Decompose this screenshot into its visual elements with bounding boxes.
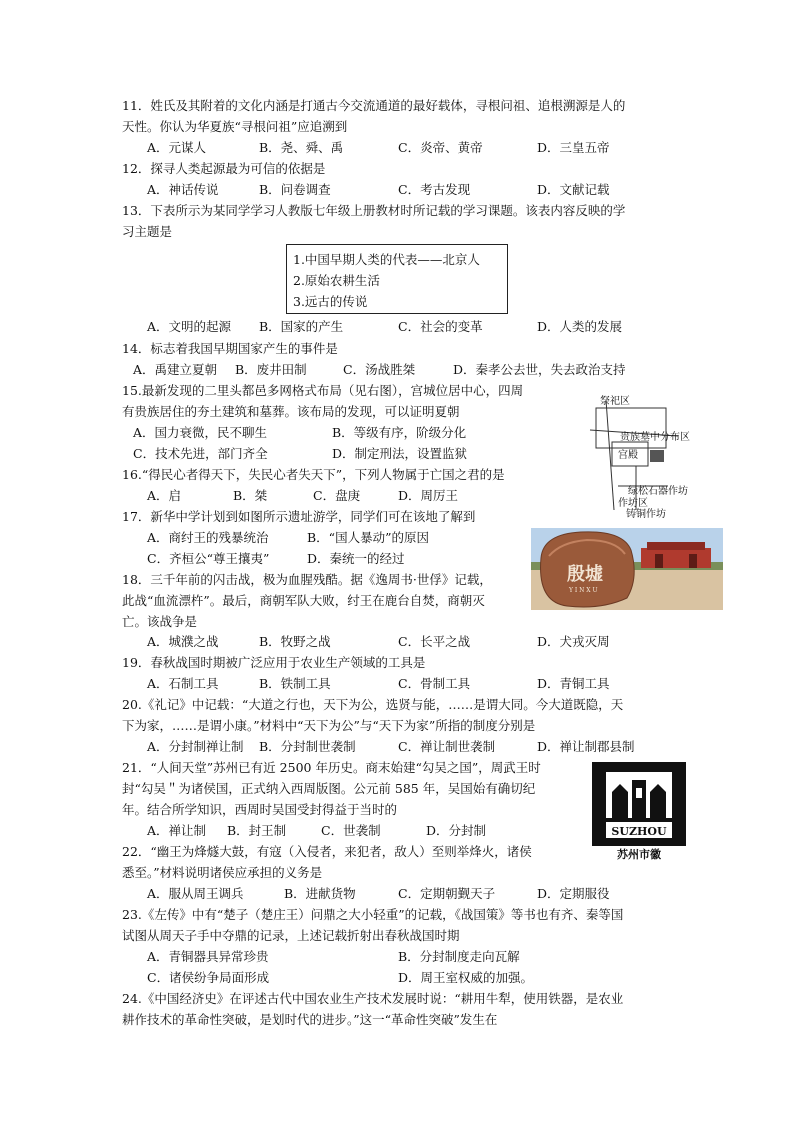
q22-option-d: D．定期服役 [537, 886, 610, 901]
q15-option-b: B．等级有序，阶级分化 [332, 425, 467, 440]
yinxu-site-photo [531, 528, 723, 610]
q11-option-a: A．元谋人 [147, 140, 207, 155]
q23-option-d: D．周王室权威的加强。 [398, 970, 534, 985]
q24-stem-line1: 24.《中国经济史》在评述古代中国农业生产技术发展时说：“耕用牛犁，使用铁器，是农业 [122, 991, 624, 1006]
q21-stem-line2: 封“勾吴＂为诸侯国，正式纳入西周版图。公元前 585 年，吴国始有确切纪 [122, 781, 536, 796]
q16-stem: 16.“得民心者得天下，失民心者失天下”，下列人物属于亡国之君的是 [122, 467, 505, 482]
q21-stem-line1: 21．“人间天堂”苏州已有近 2500 年历史。商末始建“勾吴之国”，周武王时 [122, 760, 541, 775]
stone-pinyin: Y I N X U [569, 587, 598, 594]
q14-option-d: D．秦孝公去世，失去政治支持 [453, 362, 626, 377]
q17-option-d: D．秦统一的经过 [307, 551, 405, 566]
q15-stem-line2: 有贵族居住的夯土建筑和墓葬。该布局的发现，可以证明夏朝 [122, 404, 460, 419]
q23-stem-line2: 试图从周天子手中夺鼎的记录，上述记载折射出春秋战国时期 [122, 928, 460, 943]
q11-stem-line1: 11．姓氏及其附着的文化内涵是打通古今交流通道的最好载体，寻根问祖、追根溯源是人的 [122, 98, 626, 113]
q21-option-b: B．封王制 [227, 823, 287, 838]
q18-stem-line3: 亡。该战争是 [122, 614, 198, 629]
q18-option-d: D．犬戎灭周 [537, 634, 610, 649]
q19-option-c: C．骨制工具 [398, 676, 471, 691]
map-label-bronze: 铸铜作坊 [626, 509, 666, 520]
q16-option-b: B．桀 [233, 488, 268, 503]
q21-option-d: D．分封制 [426, 823, 487, 838]
q18-option-a: A．城濮之战 [147, 634, 219, 649]
q20-stem-line2: 下为家，……是谓小康。”材料中“天下为公”与“天下为家”所指的制度分别是 [122, 718, 536, 733]
q20-option-b: B．分封制世袭制 [259, 739, 356, 754]
q13-topic-2: 2.原始农耕生活 [293, 273, 380, 288]
q23-option-a: A．青铜器具异常珍贵 [147, 949, 269, 964]
q17-stem: 17．新华中学计划到如图所示遗址游学，同学们可在该地了解到 [122, 509, 476, 524]
q20-option-d: D．禅让制郡县制 [537, 739, 635, 754]
q23-option-c: C．诸侯纷争局面形成 [147, 970, 270, 985]
stone-inscription: 殷墟 [567, 564, 603, 585]
q13-option-a: A．文明的起源 [147, 319, 232, 334]
q22-option-c: C．定期朝觐天子 [398, 886, 496, 901]
q12-option-b: B．问卷调查 [259, 182, 331, 197]
q14-option-c: C．汤战胜桀 [343, 362, 416, 377]
q13-option-b: B．国家的产生 [259, 319, 344, 334]
q16-option-d: D．周厉王 [398, 488, 459, 503]
q20-stem-line1: 20.《礼记》中记载：“大道之行也，天下为公，选贤与能，……是谓大同。今大道既隐，天 [122, 697, 624, 712]
q18-stem-line2: 此战“血流漂杵”。最后，商朝军队大败，纣王在鹿台自焚，商朝灭 [122, 593, 485, 608]
q16-option-a: A．启 [147, 488, 182, 503]
map-label-workshop: 作坊区 [618, 498, 648, 509]
q11-option-d: D．三皇五帝 [537, 140, 610, 155]
q15-option-d: D．制定刑法，设置监狱 [332, 446, 468, 461]
q16-option-c: C．盘庚 [313, 488, 361, 503]
q12-stem: 12．探寻人类起源最为可信的依据是 [122, 161, 326, 176]
q11-option-c: C．炎帝、黄帝 [398, 140, 483, 155]
q22-option-a: A．服从周王调兵 [147, 886, 244, 901]
q12-option-a: A．神话传说 [147, 182, 219, 197]
q20-option-c: C．禅让制世袭制 [398, 739, 496, 754]
q13-topic-table [286, 244, 508, 314]
erlitou-map-figure [578, 390, 718, 520]
q23-stem-line1: 23.《左传》中有“楚子（楚庄王）问鼎之大小轻重”的记载，《战国策》等书也有齐、秦等国 [122, 907, 624, 922]
map-label-palace: 宫殿 [618, 450, 638, 461]
q21-option-c: C．世袭制 [321, 823, 381, 838]
q18-option-b: B．牧野之战 [259, 634, 331, 649]
q15-option-a: A．国力衰微，民不聊生 [133, 425, 268, 440]
map-label-turquoise: 绿松石器作坊 [628, 486, 688, 497]
q17-option-c: C．齐桓公“尊王攘夷” [147, 551, 270, 566]
q18-option-c: C．长平之战 [398, 634, 471, 649]
q24-stem-line2: 耕作技术的革命性突破，是划时代的进步。”这一“革命性突破”发生在 [122, 1012, 498, 1027]
q13-topic-1: 1.中国早期人类的代表——北京人 [293, 252, 480, 267]
map-label-noble-tombs: 贵族墓中分布区 [620, 432, 690, 443]
yinxu-photo-figure [531, 528, 723, 610]
q21-option-a: A．禅让制 [147, 823, 207, 838]
q17-option-a: A．商纣王的残暴统治 [147, 530, 269, 545]
q13-stem-line2: 习主题是 [122, 224, 173, 239]
q17-option-b: B．“国人暴动”的原因 [307, 530, 429, 545]
q22-option-b: B．进献货物 [284, 886, 356, 901]
emblem-caption: 苏州市徽 [617, 848, 661, 861]
q13-topic-3: 3.远古的传说 [293, 294, 368, 309]
q12-option-c: C．考古发现 [398, 182, 471, 197]
q14-option-b: B．废井田制 [235, 362, 307, 377]
q15-option-c: C．技术先进，部门齐全 [133, 446, 268, 461]
q20-option-a: A．分封制禅让制 [147, 739, 244, 754]
q12-option-d: D．文献记载 [537, 182, 610, 197]
q11-stem-line2: 天性。你认为华夏族“寻根问祖”应追溯到 [122, 119, 348, 134]
map-label-sacrifice: 祭祀区 [600, 396, 630, 407]
q15-stem-line1: 15.最新发现的二里头都邑多网格式布局（见右图），宫城位居中心，四周 [122, 383, 524, 398]
q19-stem: 19．春秋战国时期被广泛应用于农业生产领域的工具是 [122, 655, 426, 670]
q22-stem-line2: 悉至。”材料说明诸侯应承担的义务是 [122, 865, 323, 880]
q23-option-b: B．分封制度走向瓦解 [398, 949, 520, 964]
q13-option-c: C．社会的变革 [398, 319, 483, 334]
q18-stem-line1: 18．三千年前的闪击战，极为血腥残酷。据《逸周书·世俘》记载， [122, 572, 492, 587]
q13-option-d: D．人类的发展 [537, 319, 623, 334]
q13-stem-line1: 13．下表所示为某同学学习人教版七年级上册教材时所记载的学习课题。该表内容反映的学 [122, 203, 626, 218]
q19-option-d: D．青铜工具 [537, 676, 610, 691]
suzhou-emblem-figure [592, 762, 686, 846]
emblem-text: SUZHOU [611, 825, 667, 838]
q22-stem-line1: 22．“幽王为烽燧大鼓，有寇（入侵者，来犯者，敌人）至则举烽火，诸侯 [122, 844, 532, 859]
q14-stem: 14．标志着我国早期国家产生的事件是 [122, 341, 338, 356]
erlitou-layout-map [578, 390, 718, 520]
q19-option-a: A．石制工具 [147, 676, 219, 691]
q11-option-b: B．尧、舜、禹 [259, 140, 344, 155]
q19-option-b: B．铁制工具 [259, 676, 331, 691]
q21-stem-line3: 年。结合所学知识，西周时吴国受封得益于当时的 [122, 802, 398, 817]
q14-option-a: A．禹建立夏朝 [133, 362, 218, 377]
